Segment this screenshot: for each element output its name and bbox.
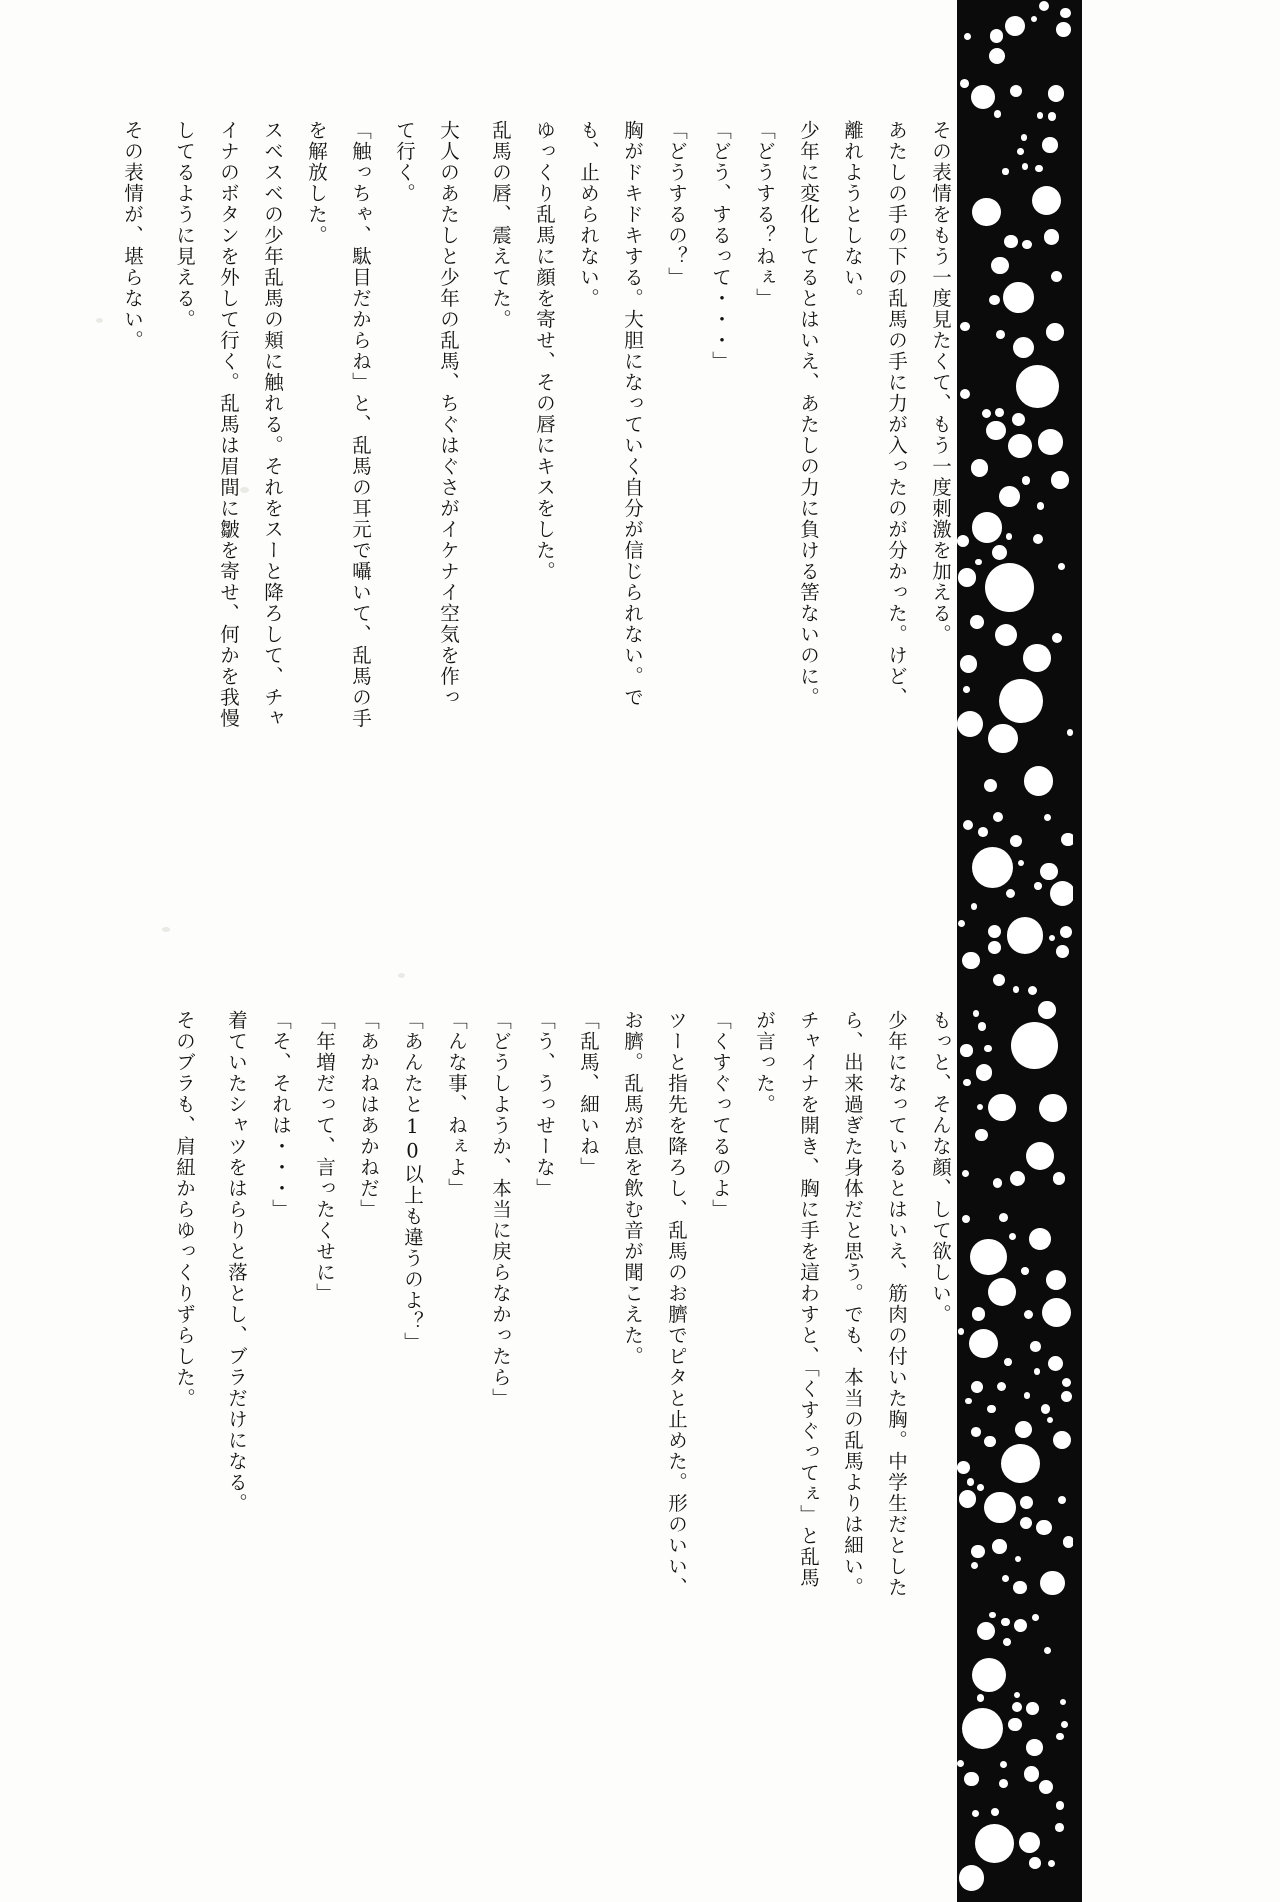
halftone-dot — [1029, 1857, 1041, 1869]
halftone-dot — [1047, 1417, 1053, 1423]
halftone-dot — [1048, 85, 1065, 102]
text-line: お臍。乱馬が息を飲む音が聞こえた。 — [621, 1010, 644, 1367]
halftone-dot — [1007, 917, 1043, 953]
halftone-dot — [963, 820, 973, 830]
halftone-dot — [1042, 1298, 1071, 1327]
halftone-dot — [1061, 1391, 1072, 1402]
halftone-dot — [1040, 863, 1058, 881]
halftone-dot — [1050, 881, 1075, 906]
halftone-dot — [962, 952, 979, 969]
halftone-dot — [988, 1278, 1016, 1306]
halftone-dot — [977, 1484, 984, 1491]
halftone-dot — [997, 1382, 1006, 1391]
halftone-dot — [999, 679, 1043, 723]
halftone-dot — [962, 1708, 1003, 1749]
halftone-dot — [1039, 1780, 1054, 1795]
halftone-dot — [1051, 471, 1068, 488]
halftone-dot — [1037, 502, 1044, 509]
halftone-dot — [991, 1808, 999, 1816]
halftone-dot — [1012, 1702, 1022, 1712]
halftone-dot — [967, 1478, 975, 1486]
halftone-dot — [1003, 282, 1034, 313]
halftone-dot — [958, 920, 965, 927]
halftone-dot — [1056, 1801, 1064, 1809]
halftone-dot — [1024, 1766, 1039, 1781]
halftone-dot — [971, 1562, 978, 1569]
halftone-dot — [991, 257, 1009, 275]
text-line: 「そ、それは・・・」 — [269, 1010, 292, 1220]
halftone-dot — [999, 1213, 1008, 1222]
text-line: イナのボタンを外して行く。乱馬は眉間に皺を寄せ、何かを我慢 — [217, 120, 240, 729]
halftone-dot — [1026, 1739, 1043, 1756]
halftone-dot — [964, 1772, 979, 1787]
halftone-dot — [958, 1328, 964, 1334]
halftone-dot — [976, 1064, 993, 1081]
halftone-dot — [1020, 1517, 1033, 1530]
halftone-dot — [971, 903, 977, 909]
paper-smudge — [240, 487, 249, 493]
halftone-dot — [977, 1622, 995, 1640]
halftone-dot — [1044, 814, 1051, 821]
halftone-dot — [1044, 1647, 1051, 1654]
halftone-dot — [1021, 1267, 1029, 1275]
halftone-dot — [1001, 1618, 1009, 1626]
halftone-dot — [995, 624, 1018, 647]
halftone-dot — [1031, 16, 1037, 22]
halftone-dot — [975, 1824, 1014, 1863]
halftone-dot — [960, 79, 969, 88]
halftone-dot — [964, 33, 971, 40]
halftone-dot — [990, 29, 1003, 42]
halftone-dot — [1039, 1, 1049, 11]
halftone-dot — [1041, 1404, 1050, 1413]
halftone-dot — [977, 1694, 985, 1702]
halftone-dot — [987, 1405, 996, 1414]
halftone-dot — [1010, 1171, 1025, 1186]
text-line: してるように見える。 — [173, 120, 196, 330]
halftone-dot — [1058, 563, 1065, 570]
halftone-dot — [969, 1329, 998, 1358]
halftone-dot — [975, 1129, 987, 1141]
text-line: そのブラも、肩紐からゆっくりずらした。 — [173, 1010, 196, 1409]
halftone-dot — [1014, 1692, 1020, 1698]
halftone-dot — [957, 711, 983, 737]
halftone-dot — [1056, 1733, 1063, 1740]
halftone-dot — [1013, 337, 1034, 358]
halftone-dot — [1024, 1310, 1034, 1320]
halftone-dot — [1055, 1823, 1063, 1831]
halftone-dot — [982, 409, 991, 418]
halftone-dot — [1056, 22, 1071, 37]
halftone-dot — [1015, 1556, 1021, 1562]
halftone-dot — [1009, 1233, 1016, 1240]
halftone-dot — [1035, 165, 1042, 172]
halftone-dot — [1013, 1581, 1026, 1594]
halftone-dot — [960, 1044, 972, 1056]
text-line: 「う、うっせーな」 — [533, 1010, 556, 1199]
halftone-dot — [957, 1760, 964, 1767]
halftone-dot — [1017, 148, 1024, 155]
halftone-dot — [994, 110, 1002, 118]
halftone-dot — [984, 779, 997, 792]
halftone-dot — [984, 1436, 996, 1448]
text-line: スベスベの少年乱馬の頬に触れる。それをスーと降ろして、チャ — [261, 120, 284, 729]
halftone-dot — [985, 563, 1034, 612]
halftone-dot — [1004, 1358, 1012, 1366]
halftone-dot — [1008, 1718, 1022, 1732]
text-line: 「どう、するって・・・」 — [709, 120, 732, 372]
halftone-dot — [972, 1810, 979, 1817]
halftone-dot — [959, 1490, 977, 1508]
text-line: 少年になっているとはいえ、筋肉の付いた胸。中学生だとした — [885, 1010, 908, 1598]
halftone-dot — [1000, 1761, 1007, 1768]
halftone-dot — [986, 421, 1005, 440]
halftone-dot — [1014, 1619, 1027, 1632]
halftone-dot — [989, 48, 1005, 64]
halftone-dot — [992, 545, 1007, 560]
halftone-dot — [1040, 1571, 1065, 1596]
halftone-dot — [996, 330, 1005, 339]
halftone-dot — [1044, 229, 1060, 245]
text-line: ゆっくり乱馬に顔を寄せ、その唇にキスをした。 — [533, 120, 556, 582]
halftone-dot — [993, 1178, 1003, 1188]
halftone-dot — [1026, 1702, 1038, 1714]
paper-smudge — [162, 927, 170, 932]
halftone-dot — [1042, 137, 1057, 152]
paper-smudge — [398, 973, 405, 978]
halftone-dot — [1010, 835, 1022, 847]
halftone-dot — [1046, 1270, 1066, 1290]
halftone-dot — [1034, 882, 1042, 890]
text-line: ら、出来過ぎた身体だと思う。でも、本当の乱馬よりは細い。 — [841, 1010, 864, 1598]
text-line: 少年に変化してるとはいえ、あたしの力に負ける筈ないのに。 — [797, 120, 820, 708]
halftone-dot — [993, 812, 1003, 822]
text-line: 「あかねはあかねだ」 — [357, 1010, 380, 1220]
halftone-dot — [972, 1307, 985, 1320]
halftone-dot — [1032, 1614, 1039, 1621]
halftone-dot — [1022, 163, 1029, 170]
halftone-dot — [972, 198, 1001, 227]
text-line: 「触っちゃ、駄目だからね」と、乱馬の耳元で囁いて、乱馬の手 — [349, 120, 372, 729]
text-line: もっと、そんな顔、して欲しい。 — [929, 1010, 952, 1325]
halftone-dot — [989, 1612, 996, 1619]
halftone-dot — [971, 459, 988, 476]
halftone-dot — [975, 559, 982, 566]
halftone-dot — [1012, 413, 1025, 426]
halftone-dot — [1039, 1094, 1067, 1122]
text-line: を解放した。 — [305, 120, 328, 246]
halftone-dot — [958, 568, 977, 587]
halftone-dot — [1016, 365, 1059, 408]
halftone-dot — [1006, 533, 1013, 540]
halftone-dot — [1018, 860, 1024, 866]
halftone-dot — [1011, 1022, 1058, 1069]
halftone-dot — [971, 1381, 983, 1393]
text-line: 「どうするの？」 — [665, 120, 688, 288]
halftone-dot — [960, 655, 978, 673]
halftone-dot — [1020, 1496, 1033, 1509]
halftone-dot — [957, 535, 969, 547]
halftone-dot — [1006, 889, 1015, 898]
text-line: その表情が、堪らない。 — [121, 120, 144, 351]
halftone-dot — [1021, 134, 1028, 141]
halftone-dot — [1003, 1638, 1011, 1646]
halftone-dot — [970, 615, 984, 629]
halftone-dot — [999, 486, 1020, 507]
halftone-dot — [971, 85, 995, 109]
halftone-strip-edge — [1073, 0, 1082, 1902]
halftone-dot — [1024, 1392, 1030, 1398]
halftone-dot — [1013, 986, 1019, 992]
halftone-dot — [1060, 1699, 1066, 1705]
halftone-dot — [1048, 112, 1056, 120]
halftone-dot — [1038, 1001, 1056, 1019]
halftone-dot — [1060, 926, 1072, 938]
halftone-dot — [1004, 235, 1018, 249]
halftone-dot — [995, 408, 1004, 417]
halftone-dot — [978, 1022, 987, 1031]
halftone-dot — [963, 686, 970, 693]
halftone-dot — [1052, 633, 1062, 643]
halftone-dot — [1053, 1431, 1071, 1449]
halftone-dot — [972, 512, 1003, 543]
halftone-dot — [1049, 935, 1055, 941]
halftone-dot — [1032, 186, 1061, 215]
text-line: その表情をもう一度見たくて、もう一度刺激を加える。 — [929, 120, 952, 645]
halftone-dot — [1015, 1421, 1032, 1438]
halftone-dot — [993, 974, 1006, 987]
halftone-dot — [1030, 1341, 1041, 1352]
halftone-dot — [1002, 1575, 1009, 1582]
text-line: 「くすぐってるのよ」 — [709, 1010, 732, 1220]
halftone-dot — [971, 1427, 980, 1436]
text-line: 離れようとしない。 — [841, 120, 864, 309]
text-line: 胸がドキドキする。大胆になっていく自分が信じられない。で — [621, 120, 644, 708]
halftone-dot — [962, 1215, 970, 1223]
halftone-dot — [1061, 1721, 1068, 1728]
halftone-dot — [1038, 429, 1063, 454]
halftone-dot — [1028, 986, 1037, 995]
halftone-dot — [971, 1545, 985, 1559]
halftone-dot — [1023, 644, 1051, 672]
halftone-dot — [1010, 85, 1022, 97]
halftone-dot — [1060, 8, 1071, 19]
halftone-dot — [1053, 1172, 1066, 1185]
halftone-dot — [1019, 1832, 1040, 1853]
halftone-dot — [1037, 112, 1043, 118]
halftone-dot — [999, 1779, 1008, 1788]
halftone-dot — [1024, 766, 1053, 795]
halftone-dot — [1029, 1228, 1051, 1250]
halftone-dot — [988, 941, 1001, 954]
halftone-dot — [984, 1045, 992, 1053]
text-line: て行く。 — [393, 120, 416, 204]
halftone-dot — [1058, 1496, 1066, 1504]
halftone-dot-strip — [957, 0, 1075, 1902]
halftone-dot — [988, 925, 1001, 938]
halftone-dot — [1062, 1378, 1072, 1388]
halftone-dot — [963, 1079, 970, 1086]
halftone-dot — [972, 1658, 1006, 1692]
halftone-dot — [1033, 534, 1043, 544]
halftone-dot — [1022, 476, 1031, 485]
halftone-dot — [960, 389, 970, 399]
halftone-dot — [1026, 1142, 1054, 1170]
halftone-dot — [1034, 1368, 1040, 1374]
halftone-dot — [1046, 323, 1064, 341]
halftone-dot — [1048, 1356, 1063, 1371]
halftone-dot — [957, 1461, 970, 1474]
text-line: 「どうしようか、本当に戻らなかったら」 — [489, 1010, 512, 1409]
halftone-dot — [977, 1104, 983, 1110]
halftone-dot — [1022, 240, 1031, 249]
text-line: 「年増だって、言ったくせに」 — [313, 1010, 336, 1304]
text-line: 「乱馬、細いね」 — [577, 1010, 600, 1178]
halftone-dot — [959, 1865, 984, 1890]
halftone-dot — [960, 322, 970, 332]
halftone-dot — [1036, 1520, 1051, 1535]
paper-smudge — [96, 318, 103, 323]
halftone-dot — [1048, 1860, 1055, 1867]
halftone-dot — [1005, 16, 1025, 36]
text-line: チャイナを開き、胸に手を這わすと、「くすぐってぇ」と乱馬 — [797, 1010, 820, 1589]
halftone-dot — [1002, 168, 1008, 174]
halftone-dot — [970, 1239, 1006, 1275]
halftone-dot — [988, 1094, 1015, 1121]
halftone-dot — [962, 1170, 969, 1177]
text-line: 大人のあたしと少年の乱馬、ちぐはぐさがイケナイ空気を作っ — [437, 120, 460, 708]
text-line: も、止められない。 — [577, 120, 600, 309]
text-line: 着ていたシャツをはらりと落とし、ブラだけになる。 — [225, 1010, 248, 1514]
halftone-dot — [965, 1398, 971, 1404]
halftone-dot — [978, 827, 988, 837]
text-line: あたしの手の下の乱馬の手に力が入ったのが分かった。けど、 — [885, 120, 908, 708]
text-line: ツーと指先を降ろし、乱馬のお臍でピタと止めた。形のいい、 — [665, 1010, 688, 1598]
halftone-dot — [1001, 1444, 1041, 1484]
halftone-dot — [972, 847, 1013, 888]
text-line: が言った。 — [753, 1010, 776, 1115]
text-line: 乱馬の唇、震えてた。 — [489, 120, 512, 330]
halftone-dot — [1051, 271, 1063, 283]
halftone-dot — [989, 295, 999, 305]
text-line: 「んな事、ねぇよ」 — [445, 1010, 468, 1199]
halftone-dot — [984, 1492, 1016, 1524]
halftone-dot — [992, 1539, 1006, 1553]
text-line: 「あんたと10以上も違うのよ？」 — [401, 1010, 424, 1353]
halftone-dot — [988, 724, 1018, 754]
halftone-dot — [973, 1010, 980, 1017]
text-line: 「どうする？ねぇ」 — [753, 120, 776, 309]
halftone-dot — [1008, 434, 1032, 458]
halftone-dot — [1056, 945, 1069, 958]
